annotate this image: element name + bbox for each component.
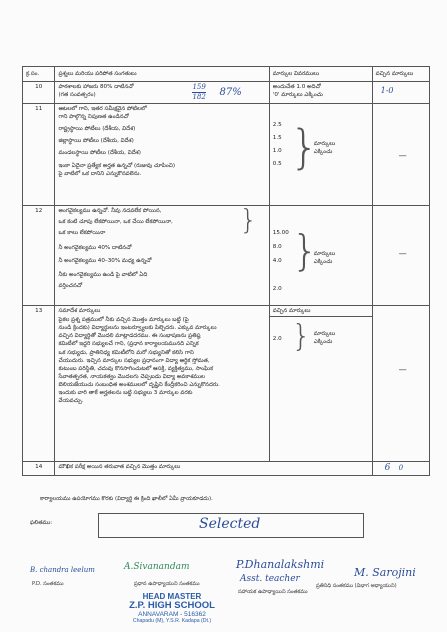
score-value: 15.00 <box>272 230 289 236</box>
marks-awarded-cell <box>372 462 429 476</box>
question-header: ప్రశ్నలు మరియు పరిపోత సంగతులు <box>55 67 269 82</box>
detail-label-line: మార్కులు <box>313 141 336 147</box>
evaluation-table <box>22 66 430 476</box>
sno-header: క్ర.సం. <box>23 67 55 82</box>
question-line: ఇందుకు వారి తాకే అర్హతలను బట్టి సభ్యులు 3 మార్కుల వరకు <box>58 390 193 397</box>
detail-label-line: మార్కులు <box>313 251 336 257</box>
score-value: 8.0 <box>272 244 282 251</box>
marks-detail-cell <box>269 82 372 104</box>
representative-signature-role: ప్రతినిధి సంతకము (విభాగ అధ్యాయుని) <box>316 583 397 589</box>
score-value: 0.5 <box>272 161 282 168</box>
marks-detail-label <box>314 250 335 266</box>
question-line: ఆటలలో గాని, ఇతర సమీక్షవైన పోటిలలో <box>58 106 147 112</box>
question-line: వేయవచ్చు. <box>58 398 84 405</box>
score-value: 2.5 <box>272 122 282 128</box>
marks-awarded-header: వచ్చిన మార్కులు <box>372 67 429 82</box>
question-line: నీ అంగవైకల్యము 40–30% మధ్య ఉన్నచో <box>58 258 152 265</box>
office-use-note: కార్యాలయము ఉపయోగము కొరకు (విద్యార్థి ఈ క్రింది ఖాలీలో ఏమీ వ్రాయకూడదు). <box>40 496 213 502</box>
table-header-row <box>23 67 430 82</box>
question-line: పైకల ప్రశ్న పత్రములో నీకు వచ్చిన మొత్తం మార్కులు బట్టి (పై <box>58 317 189 324</box>
table-row <box>23 462 430 476</box>
question-line: బెలియజేయుచు సంబంధిత అంశములలో దృష్టిని కేంద్రీకరించి ఎన్నుకొనదరు. <box>58 381 220 388</box>
score-value: 1.5 <box>272 135 282 142</box>
result-label: ఫలితము: <box>30 520 53 526</box>
awarded-marks: — <box>398 249 407 258</box>
question-cell <box>55 306 269 462</box>
marks-awarded-cell <box>372 82 429 104</box>
row-number: 11 <box>23 104 55 206</box>
table-row <box>23 104 430 206</box>
question-line: నీ అంగవైకల్యము 40% దాటినచో <box>58 245 132 252</box>
headmaster-signature-role: ప్రధాన ఉపాధ్యాయుని సంతకము <box>134 581 200 587</box>
question-line: ఒక సభ్యుడు, ప్రాతినిధ్య కమిటీలోని మరో సభ్యునితో కలిసి గాని <box>58 349 194 356</box>
attendance-fraction-top: 159 <box>192 82 205 93</box>
detail-title: వచ్చిన మార్కులు <box>270 307 372 317</box>
teacher-signature: P.Dhanalakshmi <box>236 558 325 571</box>
question-line: పాఠశాలకు హాజరు 80% దాటినచో <box>58 84 134 90</box>
question-line: కుటుంబ పరిస్థితి, చదువు కొనసాగించుటలో ఆసక్తి, వ్యక్తిత్వము, సాంఘిక <box>58 365 213 372</box>
question-line: కమిటీలో ఇద్దరి సభ్యులచే గాని, (ప్రధాన కార్యాలయమునది ఎన్నిక <box>58 341 199 348</box>
detail-label-line: ఎక్కించు <box>313 339 333 346</box>
row-number: 14 <box>23 462 55 476</box>
marks-awarded-cell <box>372 206 429 306</box>
awarded-marks: 1-0 <box>380 86 394 95</box>
marks-detail-cell <box>269 206 372 306</box>
brace-icon: } <box>289 120 320 174</box>
stamp-line: HEAD MASTER <box>142 592 202 601</box>
teacher-signature-role: సహాయక ఉపాధ్యాయిని సంతకము <box>238 589 308 595</box>
question-line: గాని పాల్గొన్న నిపుణత ఉండినచో <box>58 114 129 121</box>
question-line: నుండి క్రిందకు) విద్యార్థులను ఇంటర్వ్యూలకు పిల్చెదరు. ఎక్కువ మార్కులు <box>58 325 217 332</box>
stamp-line: ANNAVARAM - 516362 <box>138 610 206 618</box>
brace-icon: } <box>291 319 311 354</box>
result-box <box>98 513 364 538</box>
question-line: జిల్లాస్థాయి పోటీలు (దేశీయ, విదేశ) <box>58 138 134 145</box>
score-list <box>273 229 289 293</box>
marks-detail-label <box>314 330 335 346</box>
question-line: ఇంకా ఏదైనా ప్రత్యేక అర్హత ఉన్నచో (రుజువు చూపించి) <box>58 162 176 169</box>
row-number: 10 <box>23 82 55 104</box>
row-number: 13 <box>23 306 55 462</box>
question-line: చేయుదురు. ఇచ్చిన మార్కుల సభ్యుల ప్రధానంగా విద్యా ఆర్థిక స్తోమత, <box>58 357 210 364</box>
question-line: (గత సంవత్సరం) <box>58 92 96 99</box>
score-value: 1.0 <box>272 148 282 155</box>
detail-label-line: ఎక్కించు <box>313 149 333 156</box>
headmaster-stamp <box>126 593 218 624</box>
question-line: అంగవైకల్యము ఉన్నచో. నీవు నదవలేక పోయిన, <box>58 208 162 214</box>
question-line: మండలస్థాయి పోటీలు (దేశీయ, విదేశ) <box>58 150 141 157</box>
stamp-line: Chapadu (M), Y.S.R. Kadapa (Dt.) <box>132 618 212 625</box>
brace-icon: } <box>239 203 258 236</box>
question-line: రాష్ట్రస్థాయి పోటీలు (దేశీయ, విదేశ) <box>58 126 136 133</box>
awarded-marks: — <box>398 151 407 160</box>
question-line: వచ్చిన విద్యార్థితో మొదలి మాట్లాడదరము. ఈ సంభాషణను ప్రతిష్ఠ <box>58 333 201 340</box>
detail-line: అందుచేత 1.0 అదిచో <box>272 84 321 90</box>
marks-detail-label <box>314 140 335 156</box>
question-line: నీకు అంగవైకల్యము ఉండి పై వాటిలో ఏది <box>58 271 148 278</box>
question-cell <box>55 203 269 306</box>
score-value: 4.0 <box>272 258 282 265</box>
question-line: వర్తించనచో <box>58 282 83 289</box>
marks-awarded-cell <box>372 104 429 206</box>
brace-icon: } <box>291 226 319 275</box>
attendance-percent: 87% <box>219 87 242 98</box>
detail-label-line: మార్కులు <box>313 331 336 337</box>
result-value: Selected <box>199 516 261 532</box>
marks-detail-header: మార్కుల వివరములు <box>269 67 372 82</box>
detail-line: '0' మార్కులు ఎక్కించు <box>272 92 323 99</box>
question-line: సేవాతత్పరత, నాయకత్వం మొదలగు చెప్పబడు విద్యా అవకాశముల <box>58 373 205 380</box>
total-marks: 6 <box>384 463 391 473</box>
question-line: ఒక కాలు లేకపోయినా <box>58 230 106 237</box>
stamp-line: Z.P. HIGH SCHOOL <box>129 600 215 611</box>
question-line: మౌఖిక పరీక్ష అయిన తరువాత వచ్చిన మొత్తం మార్కులు <box>58 464 181 470</box>
question-line: పై వాటిలో ఒక దానిని ఎన్నుకొనవలెను. <box>58 170 142 177</box>
row-number: 12 <box>23 206 55 306</box>
marks-detail-cell <box>269 104 372 206</box>
table-row <box>23 206 430 306</box>
table-row <box>23 82 430 104</box>
question-line: ఒక కంటి చూపు లేకపోయినా, ఒక చేయి లేకపోయినా, <box>58 219 173 226</box>
total-marks-decimal: 0 <box>398 464 404 472</box>
marks-detail-cell <box>269 306 372 462</box>
headmaster-signature: A.Sivanandam <box>124 562 190 572</box>
question-cell <box>55 462 372 476</box>
section-title: సమాదేశ మార్కులు <box>58 308 101 314</box>
detail-label-line: ఎక్కించు <box>313 259 333 266</box>
representative-signature: M. Sarojini <box>354 566 416 579</box>
pd-signature: B. chandra leelum <box>30 566 95 574</box>
question-cell <box>55 82 269 104</box>
score-value: 2.0 <box>272 286 282 293</box>
table-row <box>23 306 430 462</box>
score-value: 2.0 <box>272 336 282 343</box>
pd-signature-role: P.D. సంతకము <box>32 581 64 587</box>
question-cell <box>55 104 269 206</box>
awarded-marks: — <box>398 365 407 374</box>
attendance-fraction-bottom: 182 <box>192 93 206 101</box>
teacher-signature-designation: Asst. teacher <box>240 574 300 584</box>
marks-awarded-cell <box>372 306 429 462</box>
score-list <box>273 121 282 168</box>
